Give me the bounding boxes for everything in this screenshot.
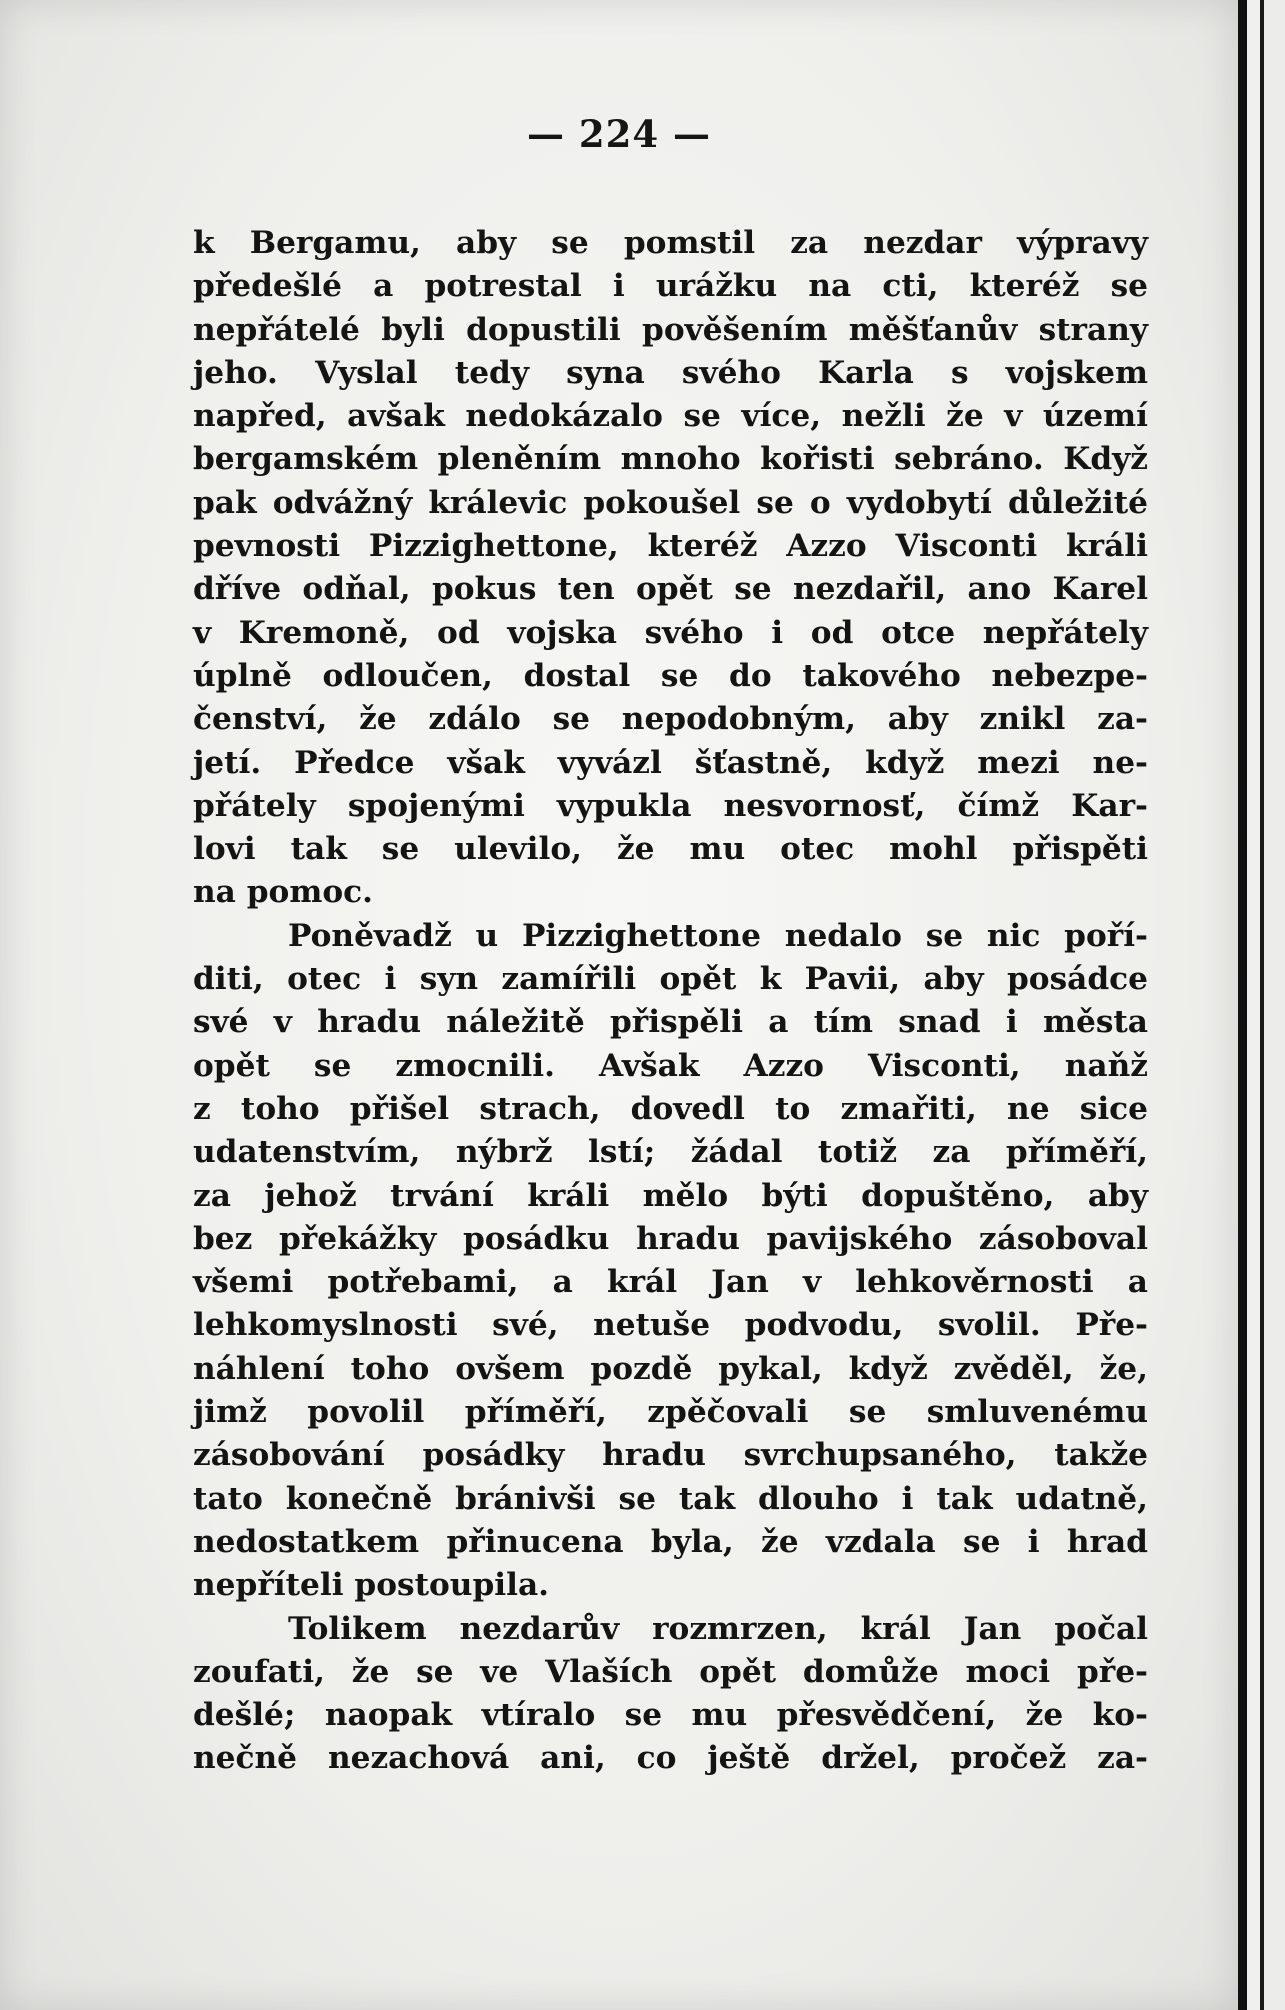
text-line: lovi tak se ulevilo, že mu otec mohl přispěti (193, 831, 1148, 868)
text-line: jimž povolil příměří, zpěčovali se smluvenému (193, 1394, 1148, 1431)
text-line: tato konečně bránivši se tak dlouho i tak udatně, (193, 1480, 1148, 1517)
text-line: na pomoc. (193, 874, 373, 911)
text-line: pevnosti Pizzighettone, kteréž Azzo Visconti králi (193, 528, 1148, 565)
text-line: nečně nezachová ani, co ještě držel, pročež za- (193, 1740, 1148, 1777)
paragraph-3 (193, 1608, 1148, 1781)
text-line: nedostatkem přinucena byla, že vzdala se i hrad (193, 1523, 1148, 1560)
text-line: všemi potřebami, a král Jan v lehkověrnosti a (193, 1264, 1148, 1301)
text-line: čenství, že zdálo se nepodobným, aby znikl za- (193, 701, 1148, 738)
text-line: náhlení toho ovšem pozdě pykal, když zvěděl, že, (193, 1350, 1148, 1387)
text-line: zásobování posádky hradu svrchupsaného, takže (193, 1437, 1148, 1474)
text-line: jetí. Předce však vyvázl šťastně, když mezi ne- (193, 744, 1148, 781)
text-line: bergamském pleněním mnoho kořisti sebráno. Když (193, 441, 1148, 478)
paragraph-1 (193, 222, 1148, 915)
page-number: — 224 — (527, 112, 711, 156)
text-line: bez překážky posádku hradu pavijského zásoboval (193, 1220, 1148, 1257)
page-edge-shadow (1238, 0, 1285, 2010)
text-line: Tolikem nezdarův rozmrzen, král Jan počal (288, 1610, 1148, 1647)
text-line: úplně odloučen, dostal se do takového nebezpe- (193, 657, 1148, 694)
text-line: za jehož trvání králi mělo býti dopuštěno, aby (193, 1177, 1148, 1214)
text-line: lehkomyslnosti své, netuše podvodu, svolil. Pře- (193, 1307, 1148, 1344)
text-line: předešlé a potrestal i urážku na cti, kteréž se (193, 268, 1148, 305)
text-line: nepřátelé byli dopustili pověšením měšťanův strany (193, 311, 1148, 348)
paragraph-2 (193, 915, 1148, 1608)
text-line: zoufati, že se ve Vlaších opět domůže moci pře- (193, 1653, 1148, 1690)
text-line: napřed, avšak nedokázalo se více, nežli že v území (193, 398, 1148, 435)
text-line: své v hradu náležitě přispěli a tím snad i města (193, 1004, 1148, 1041)
text-line: Poněvadž u Pizzighettone nedalo se nic poří- (288, 917, 1148, 954)
text-line: udatenstvím, nýbrž lstí; žádal totiž za příměří, (193, 1134, 1148, 1171)
text-line: v Kremoně, od vojska svého i od otce nepřátely (193, 614, 1148, 651)
body-text (193, 222, 1148, 1781)
text-line: dříve odňal, pokus ten opět se nezdařil, ano Karel (193, 571, 1148, 608)
text-line: z toho přišel strach, dovedl to zmařiti, ne sice (193, 1090, 1148, 1127)
text-line: pak odvážný králevic pokoušel se o vydobytí důležité (193, 484, 1148, 521)
text-line: jeho. Vyslal tedy syna svého Karla s vojskem (193, 354, 1148, 391)
text-line: nepříteli postoupila. (193, 1567, 550, 1604)
text-line: přátely spojenými vypukla nesvornosť, čímž Kar- (193, 787, 1148, 824)
text-line: diti, otec i syn zamířili opět k Pavii, aby posádce (193, 961, 1148, 998)
text-line: opět se zmocnili. Avšak Azzo Visconti, naňž (193, 1047, 1148, 1084)
text-line: dešlé; naopak vtíralo se mu přesvědčení, že ko- (193, 1697, 1148, 1734)
text-line: k Bergamu, aby se pomstil za nezdar výpravy (193, 225, 1148, 261)
